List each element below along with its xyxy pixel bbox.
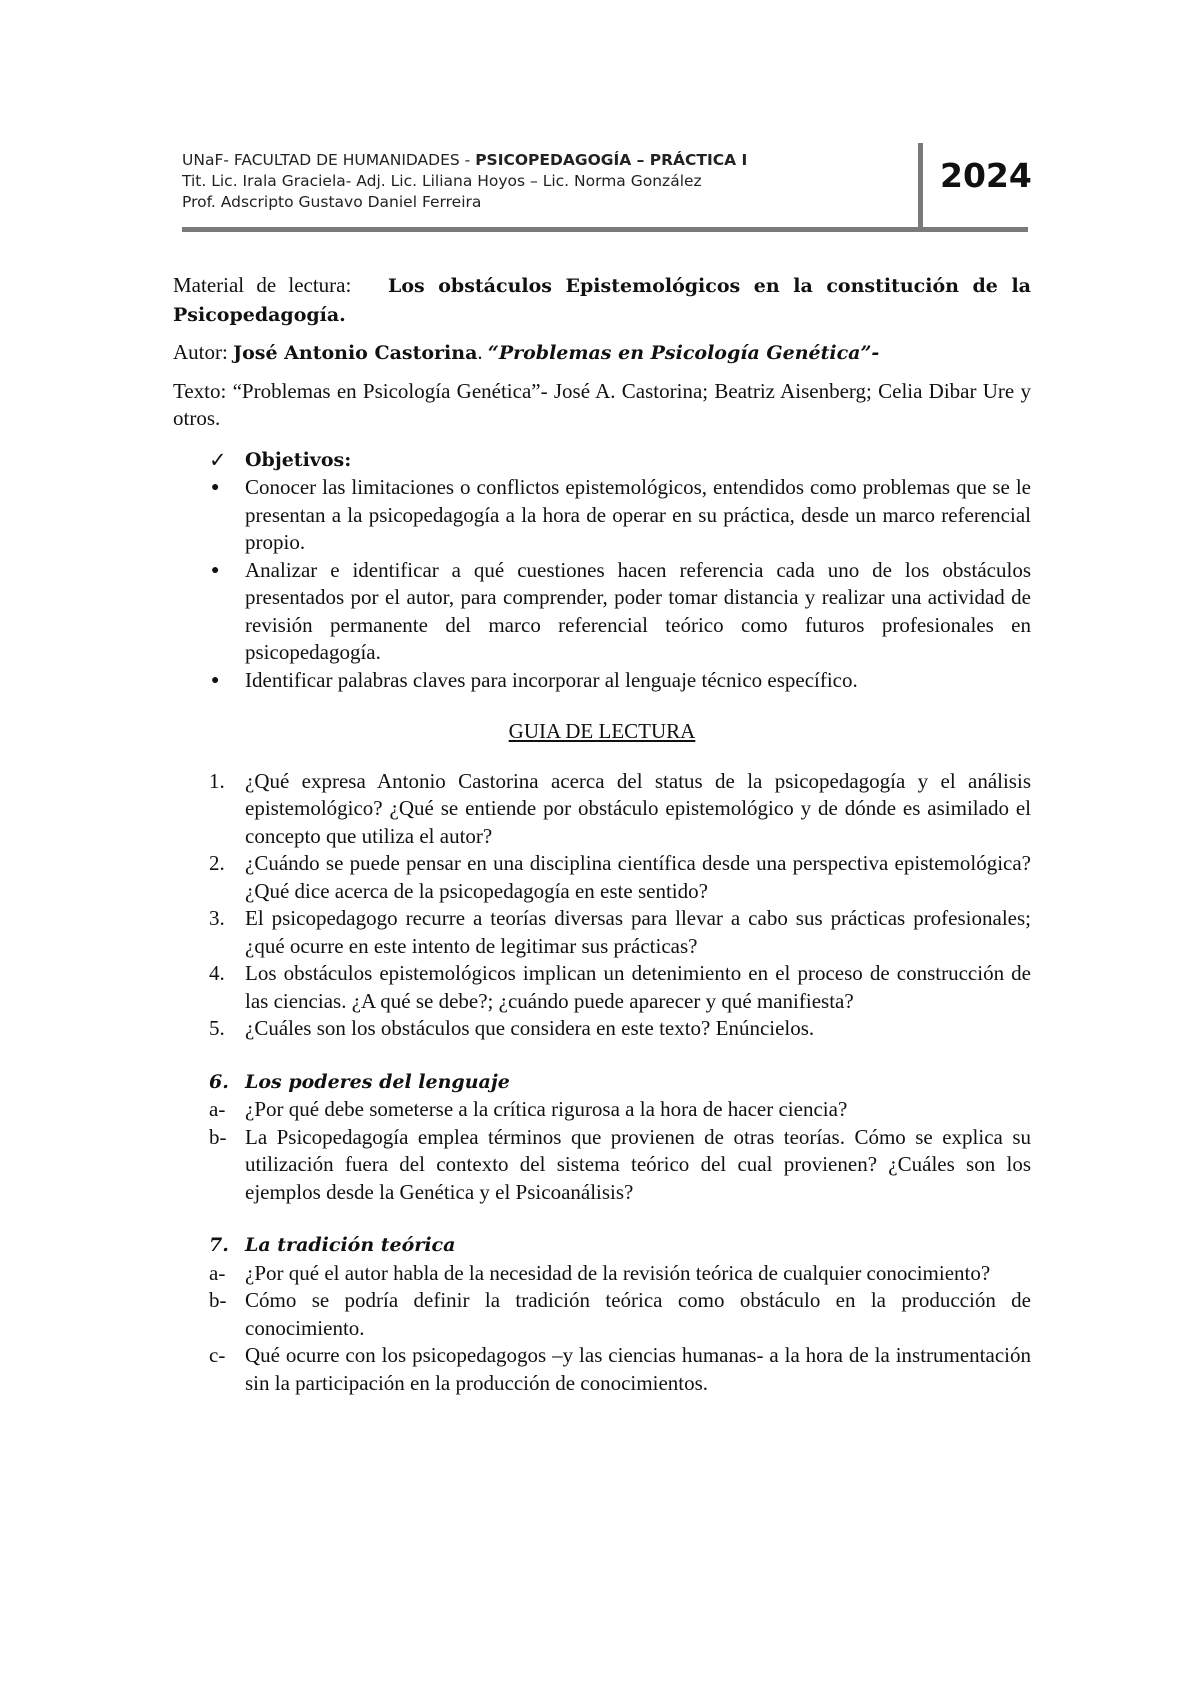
author-name: José Antonio Castorina bbox=[233, 342, 478, 364]
objective-item bbox=[173, 557, 1031, 667]
sub-question-text: ¿Por qué el autor habla de la necesidad de la revisión teórica de cualquier conocimiento? bbox=[245, 1260, 991, 1285]
header-horizontal-rule bbox=[182, 227, 1028, 232]
document-body bbox=[173, 272, 1031, 1397]
sub-question-text: Qué ocurre con los psicopedagogos –y las ciencias humanas- a la hora de la instrumentación sin la participación en la producción de conocimientos. bbox=[245, 1343, 1031, 1395]
objective-text: Conocer las limitaciones o conflictos epistemológicos, entendidos como problemas que se le presentan a la psicopedagogía a la hora de operar en su práctica, desde un marco referencial propio. bbox=[245, 475, 1031, 554]
sub-question-item bbox=[173, 1260, 1031, 1288]
material-line bbox=[173, 272, 1031, 329]
author-line bbox=[173, 339, 1031, 368]
section-7-heading bbox=[173, 1232, 1031, 1260]
sub-question-item bbox=[173, 1096, 1031, 1124]
sub-question-letter: a- bbox=[209, 1260, 226, 1285]
question-number: 5. bbox=[209, 1016, 225, 1040]
section-number: 7. bbox=[209, 1234, 229, 1256]
text-reference: Texto: “Problemas en Psicología Genética”- José A. Castorina; Beatriz Aisenberg; Celia Dibar Ure y otros. bbox=[173, 378, 1031, 430]
author-work: “Problemas en Psicología Genética”- bbox=[487, 342, 880, 364]
document-header bbox=[170, 138, 1030, 236]
objective-text: Analizar e identificar a qué cuestiones hacen referencia cada uno de los obstáculos presentados por el autor, para comprender, poder tomar distancia y realizar una actividad de revisión permanente del marco referencial teórico como futuros profesionales en psicopedagogía. bbox=[245, 557, 1031, 664]
section-title: La tradición teórica bbox=[245, 1234, 456, 1256]
question-number: 3. bbox=[209, 906, 225, 930]
header-institution: UNaF- FACULTAD DE HUMANIDADES - bbox=[182, 151, 476, 169]
header-line-2: Tit. Lic. Irala Graciela- Adj. Lic. Liliana Hoyos – Lic. Norma González bbox=[182, 172, 702, 190]
header-year: 2024 bbox=[940, 156, 1032, 195]
objective-item bbox=[173, 667, 1031, 695]
sub-question-letter: b- bbox=[209, 1288, 227, 1312]
objectives-list bbox=[173, 474, 1031, 694]
section-7-items bbox=[173, 1260, 1031, 1398]
objectives-title: Objetivos: bbox=[245, 448, 352, 471]
sub-question-text: La Psicopedagogía emplea términos que provienen de otras teorías. Cómo se explica su utilización fuera del contexto del sistema teórico del cual provienen? ¿Cuáles son los ejemplos desde la Genética y el Psicoanálisis? bbox=[245, 1124, 1031, 1204]
objectives-heading bbox=[173, 447, 1031, 475]
question-text: ¿Cuándo se puede pensar en una disciplina científica desde una perspectiva epistemológica? ¿Qué dice acerca de la psicopedagogía en este sentido? bbox=[245, 851, 1031, 903]
bullet-icon: ● bbox=[211, 562, 220, 578]
section-number: 6. bbox=[209, 1070, 229, 1093]
author-label: Autor: bbox=[173, 340, 234, 364]
question-text: El psicopedagogo recurre a teorías diversas para llevar a cabo sus prácticas profesionales; ¿qué ocurre en este intento de legitimar sus prácticas? bbox=[245, 906, 1031, 958]
section-6-items bbox=[173, 1096, 1031, 1206]
question-text: Los obstáculos epistemológicos implican un detenimiento en el proceso de construcción de las ciencias. ¿A qué se debe?; ¿cuándo puede aparecer y qué manifiesta? bbox=[245, 961, 1031, 1013]
sub-question-item bbox=[173, 1124, 1031, 1207]
sub-question-item bbox=[173, 1287, 1031, 1342]
question-item bbox=[173, 960, 1031, 1015]
question-number: 1. bbox=[209, 768, 225, 793]
guide-title: GUIA DE LECTURA bbox=[508, 719, 696, 743]
sub-question-item bbox=[173, 1342, 1031, 1397]
section-title: Los poderes del lenguaje bbox=[245, 1070, 510, 1093]
section-6-heading bbox=[173, 1069, 1031, 1097]
bullet-icon: ● bbox=[211, 672, 220, 688]
objective-item bbox=[173, 474, 1031, 557]
check-icon: ✓ bbox=[209, 447, 227, 472]
sub-question-letter: a- bbox=[209, 1097, 226, 1121]
question-number: 2. bbox=[209, 851, 225, 875]
question-item bbox=[173, 768, 1031, 851]
header-text-block bbox=[182, 150, 917, 213]
material-label: Material de lectura: bbox=[173, 273, 352, 297]
question-text: ¿Qué expresa Antonio Castorina acerca del status de la psicopedagogía y el análisis epistemológico? ¿Qué se entiende por obstáculo epistemológico y de dónde es asimilado el concepto que utiliza el autor? bbox=[245, 768, 1031, 848]
sub-question-letter: b- bbox=[209, 1124, 227, 1149]
sub-question-text: ¿Por qué debe someterse a la crítica rigurosa a la hora de hacer ciencia? bbox=[245, 1097, 848, 1121]
header-vertical-divider bbox=[918, 143, 923, 229]
question-text: ¿Cuáles son los obstáculos que considera en este texto? Enúncielos. bbox=[245, 1016, 815, 1040]
header-line-3: Prof. Adscripto Gustavo Daniel Ferreira bbox=[182, 193, 482, 211]
header-course: PSICOPEDAGOGÍA – PRÁCTICA I bbox=[475, 151, 748, 169]
sub-question-text: Cómo se podría definir la tradición teórica como obstáculo en la producción de conocimiento. bbox=[245, 1288, 1031, 1340]
question-item bbox=[173, 1015, 1031, 1043]
bullet-icon: ● bbox=[211, 480, 220, 495]
material-title: Los obstáculos Epistemológicos en la constitución de la Psicopedagogía. bbox=[173, 275, 1031, 326]
guide-questions bbox=[173, 768, 1031, 1043]
question-item bbox=[173, 905, 1031, 960]
objective-text: Identificar palabras claves para incorporar al lenguaje técnico específico. bbox=[245, 667, 858, 692]
question-item bbox=[173, 850, 1031, 905]
author-separator: . bbox=[477, 340, 488, 364]
question-number: 4. bbox=[209, 961, 225, 985]
sub-question-letter: c- bbox=[209, 1343, 226, 1367]
header-line-1 bbox=[182, 150, 917, 171]
